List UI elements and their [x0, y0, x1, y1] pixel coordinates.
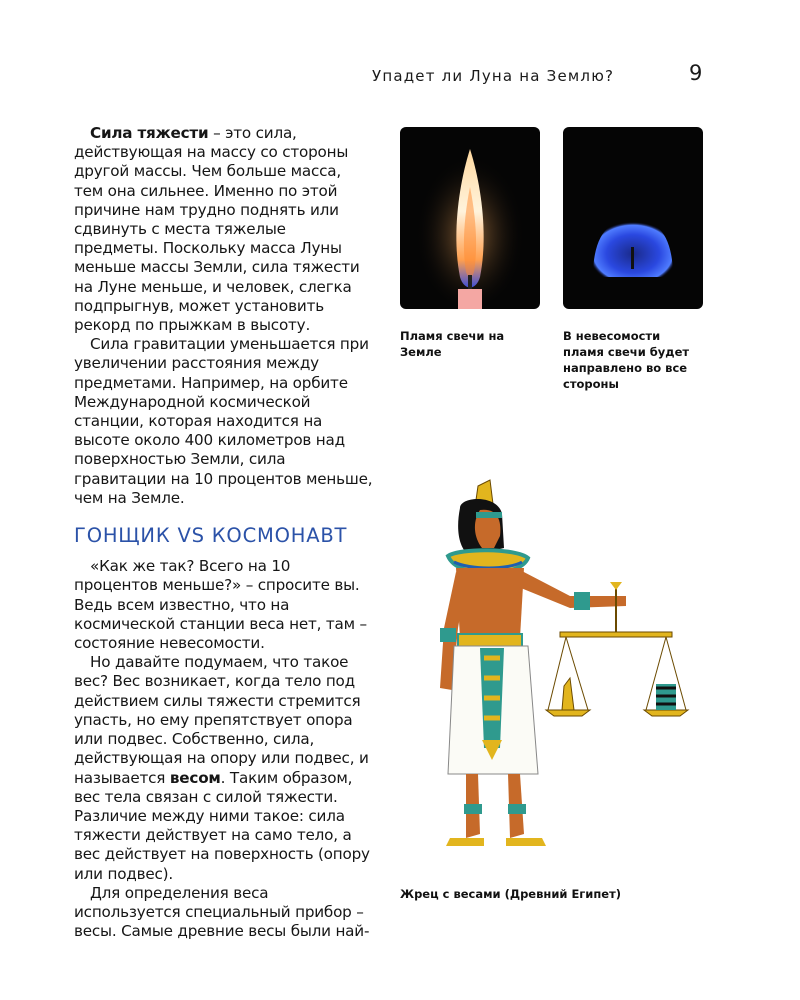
spherical-flame-illustration	[563, 127, 703, 309]
running-header: Упадет ли Луна на Землю?	[372, 67, 615, 85]
candle-flame-illustration	[400, 127, 540, 309]
paragraph-gravity-distance: Сила гравитации уменьшается при увеличении расстояния между предметами. Например, на орбите Международной космической станции, которая находится на высоте около 400 километров над поверхностью Земли, сила гравитации на 10 процентов меньше, чем на Земле.	[74, 335, 373, 507]
candle-flame-zero-gravity-photo	[563, 127, 703, 309]
paragraph-gravity-definition	[74, 124, 374, 335]
paragraph-weight-definition	[74, 653, 374, 883]
paragraph-text: . Таким образом, вес тела связан с силой тяжести. Различие между ними такое: сила тяжести действует на само тело, а вес действует на поверхность (опору или подвес).	[74, 768, 370, 883]
term-gravity: Сила тяжести	[90, 124, 209, 142]
paragraph-text: – это сила, действующая на массу со стороны другой массы. Чем больше масса, тем она сильнее. Именно по этой причине нам трудно поднять или сдвинуть с места тяжелые предметы. Поскольку масса Луны меньше массы Земли, сила тяжести на Луне меньше, и человек, слегка подпрыгнув, может установить рекорд по прыжкам в высоту.	[74, 124, 360, 335]
page-number: 9	[689, 61, 703, 85]
caption-candle-zero-gravity: В невесомости пламя свечи будет направлено во все стороны	[563, 329, 690, 391]
paragraph-question: «Как же так? Всего на 10 процентов меньше?» – спросите вы. Ведь всем известно, что на космической станции веса нет, там – состояние невесомости.	[74, 557, 367, 653]
caption-candle-earth: Пламя свечи на Земле	[400, 329, 505, 359]
egyptian-priest-with-scales-illustration	[420, 478, 720, 860]
candle-flame-earth-photo	[400, 127, 540, 309]
caption-egyptian-priest: Жрец с весами (Древний Египет)	[400, 887, 622, 901]
article-text-column	[74, 124, 374, 941]
paragraph-text: Но давайте подумаем, что такое вес? Вес возникает, когда тело под действием силы тяжести стремится упасть, но ему препятствует опора или подвес. Собственно, сила, действующая на опору или подвес, и называется	[74, 653, 369, 787]
paragraph-scales: Для определения веса используется специальный прибор – весы. Самые древние весы были най-	[74, 883, 370, 941]
term-weight: весом	[169, 768, 221, 787]
section-heading: ГОНЩИК VS КОСМОНАВТ	[74, 524, 348, 548]
